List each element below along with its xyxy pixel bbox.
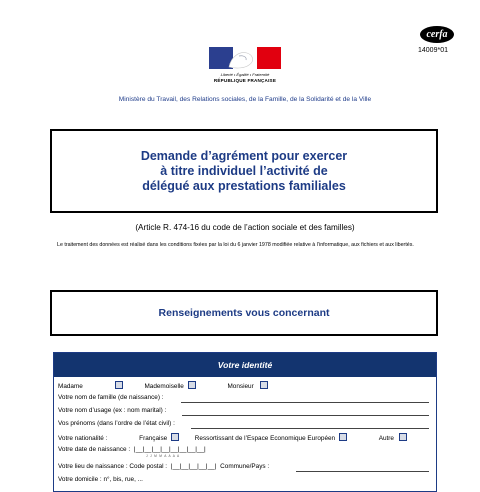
birth-place-row [58,463,269,470]
nom-usage-label: Votre nom d’usage (ex : nom marital) : [58,407,167,414]
eee-label: Ressortissant de l’Espace Economique Européen [194,435,336,442]
republique-francaise: RÉPUBLIQUE FRANÇAISE [213,78,277,83]
marianne-logo [209,47,281,69]
date-format-hint: J J M M A A A A [146,454,180,458]
identity-form [53,352,437,492]
madame-checkbox[interactable] [115,381,123,389]
title-line-1: Demande d’agrément pour exercer [140,148,348,163]
nom-famille-field[interactable] [181,402,429,403]
eee-checkbox[interactable] [339,433,347,441]
cerfa-number: 14009*01 [418,47,448,54]
prenoms-label: Vos prénoms (dans l’ordre de l’état civil) : [58,420,175,427]
monsieur-label: Monsieur [227,383,254,390]
domicile-label: Votre domicile : n°, bis, rue, ... [58,476,143,483]
ministry-name: Ministère du Travail, des Relations sociales, de la Famille, de la Solidarité et de la Ville [118,96,372,103]
autre-label: Autre [378,435,394,442]
title-box [50,129,438,213]
birth-date-row [58,446,206,453]
nom-usage-field[interactable] [182,415,429,416]
title-line-3: délégué aux prestations familiales [142,178,346,193]
francaise-label: Française [139,435,168,442]
prenoms-field[interactable] [191,428,429,429]
birth-date-field[interactable]: |__|__|__|__|__|__|__|__| [133,446,206,453]
commune-label: Commune/Pays : [220,463,270,470]
lieu-naissance-label: Votre lieu de naissance : Code postal : [58,463,168,470]
autre-checkbox[interactable] [399,433,407,441]
nationality-row [58,433,407,442]
cerfa-logo: cerfa [420,26,454,43]
mademoiselle-label: Mademoiselle [144,383,184,390]
madame-label: Madame [58,383,83,390]
francaise-checkbox[interactable] [171,433,179,441]
monsieur-checkbox[interactable] [260,381,268,389]
date-naissance-label: Votre date de naissance : [58,446,131,453]
section-title: Renseignements vous concernant [158,307,330,319]
republic-motto: Liberté • Égalité • Fraternité [220,72,270,77]
nationalite-label: Votre nationalité : [58,435,108,442]
identity-header: Votre identité [54,353,436,377]
section-box [50,290,438,336]
privacy-notice: Le traitement des données est réalisé dans les conditions fixées par la loi du 6 janvier 1978 modifiée relative à l’informatique, aux fichiers et aux libertés. [57,242,414,248]
mademoiselle-checkbox[interactable] [188,381,196,389]
article-reference: (Article R. 474-16 du code de l’action sociale et des familles) [135,223,355,232]
nom-famille-label: Votre nom de famille (de naissance) : [58,394,164,401]
civility-row [58,381,268,390]
commune-field[interactable] [296,471,429,472]
title-line-2: à titre individuel l’activité de [160,163,328,178]
form-title [141,149,347,194]
postal-code-field[interactable]: |__|__|__|__|__| [170,463,217,470]
